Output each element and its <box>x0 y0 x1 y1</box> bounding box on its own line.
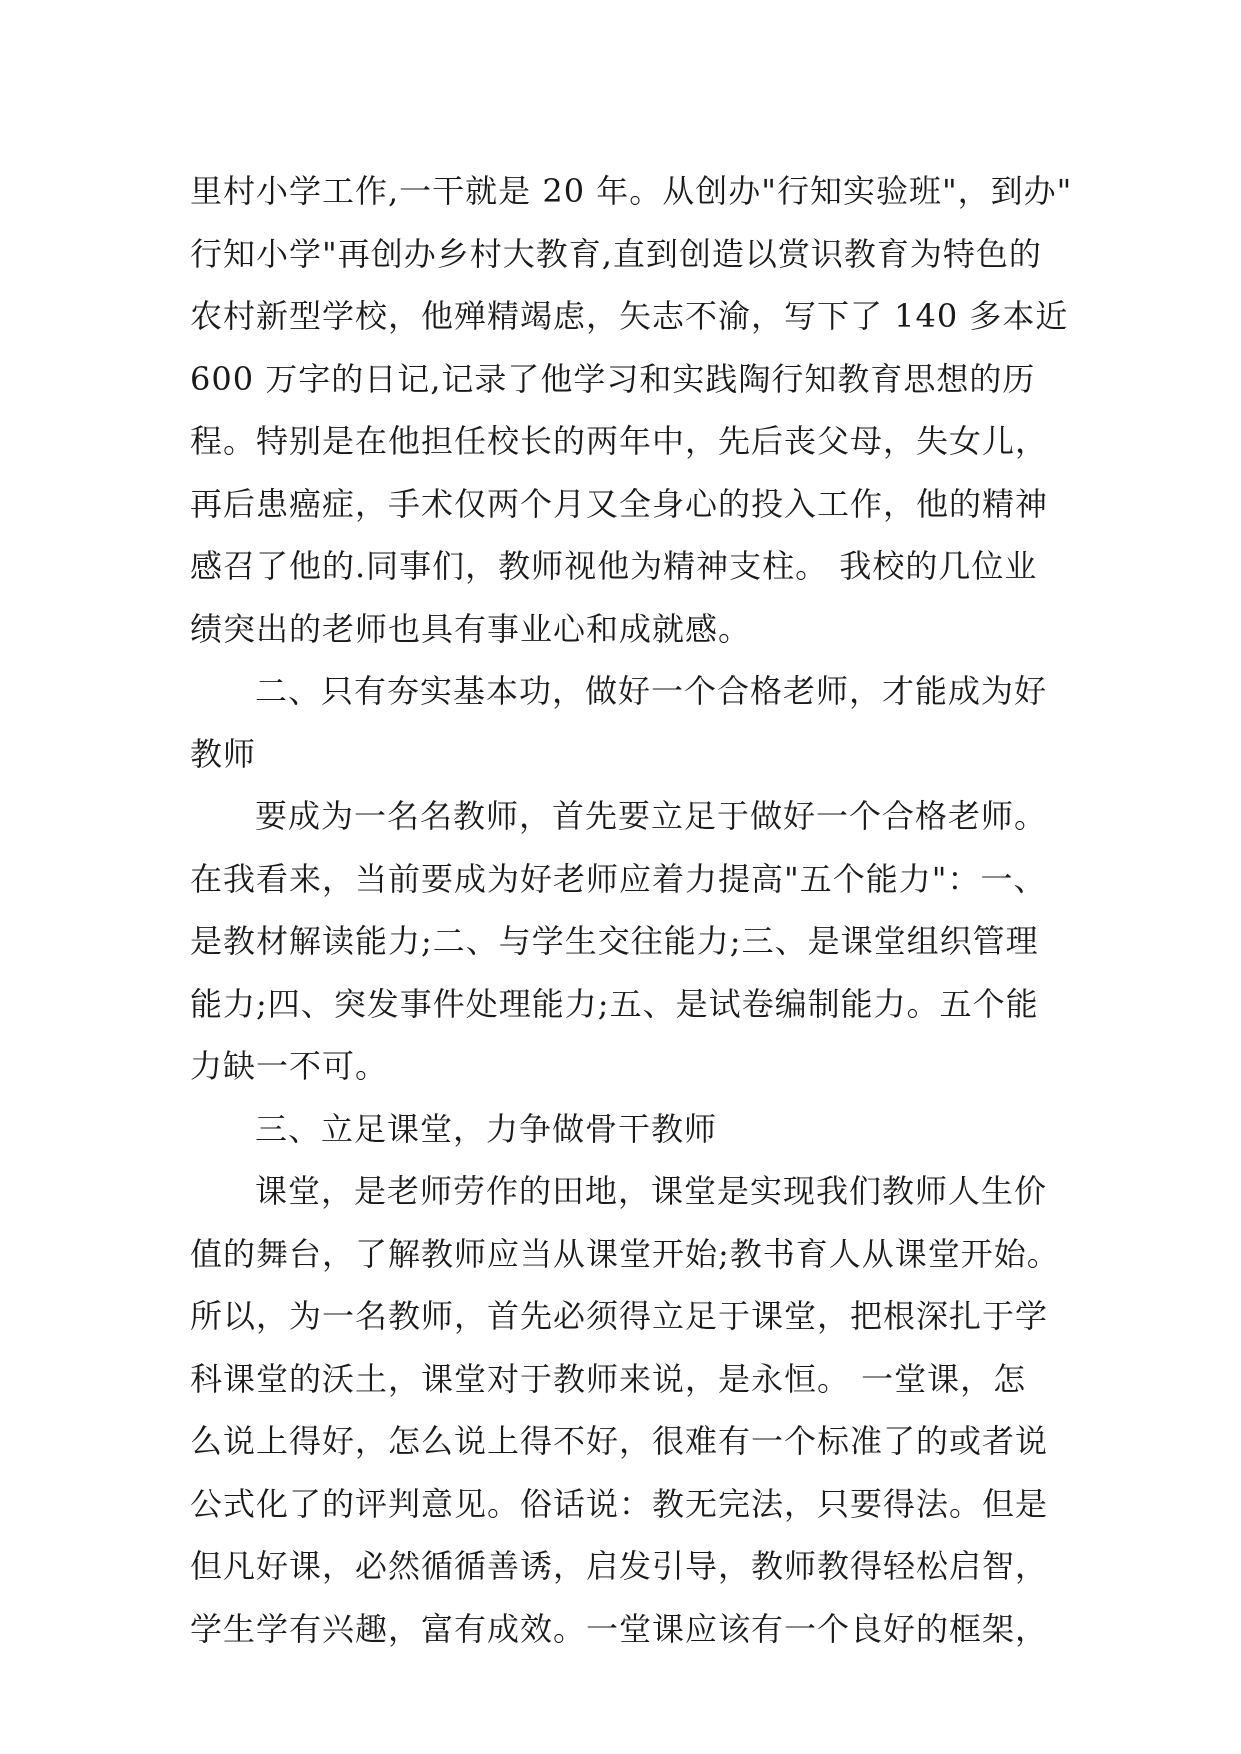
text-line: 所以，为一名教师，首先必须得立足于课堂，把根深扎于学 <box>190 1297 1049 1335</box>
text-line: 是教材解读能力;二、与学生交往能力;三、是课堂组织管理 <box>190 922 1039 960</box>
text-line: 感召了他的.同事们，教师视他为精神支柱。 我校的几位业 <box>190 547 1038 585</box>
text-line: 绩突出的老师也具有事业心和成就感。 <box>190 609 752 648</box>
text-line: 在我看来，当前要成为好老师应着力提高"五个能力"：一、 <box>190 859 1047 898</box>
text-line: 力缺一不可。 <box>190 1047 389 1085</box>
section-heading: 三、立足课堂，力争做骨干教师 <box>255 1109 718 1148</box>
text-line: 但凡好课，必然循循善诱，启发引导，教师教得轻松启智， <box>190 1547 1049 1585</box>
text-line: 公式化了的评判意见。俗话说：教无完法，只要得法。但是 <box>190 1484 1049 1523</box>
text-line: 值的舞台，了解教师应当从课堂开始;教书育人从课堂开始。 <box>190 1234 1060 1273</box>
text-line: 程。特别是在他担任校长的两年中，先后丧父母，失女儿， <box>190 422 1049 460</box>
text-line: 科课堂的沃土，课堂对于教师来说，是永恒。 一堂课，怎 <box>190 1359 1027 1398</box>
paragraph-start: 课堂，是老师劳作的田地，课堂是实现我们教师人生价 <box>255 1172 1048 1210</box>
document-body <box>190 160 1073 1660</box>
text-line: 么说上得好，怎么说上得不好，很难有一个标准了的或者说 <box>190 1422 1049 1460</box>
section-heading-continuation: 教师 <box>190 734 257 773</box>
paragraph-start: 要成为一名名教师，首先要立足于做好一个合格老师。 <box>255 797 1048 835</box>
text-line: 农村新型学校，他殚精竭虑，矢志不渝，写下了 140 多本近 <box>190 297 1069 335</box>
section-heading: 二、只有夯实基本功，做好一个合格老师，才能成为好 <box>255 672 1048 710</box>
text-line: 600 万字的日记,记录了他学习和实践陶行知教育思想的历 <box>190 359 1036 398</box>
text-line: 学生学有兴趣，富有成效。一堂课应该有一个良好的框架， <box>190 1609 1049 1648</box>
text-line: 能力;四、突发事件处理能力;五、是试卷编制能力。五个能 <box>190 984 1039 1023</box>
text-line: 行知小学"再创办乡村大教育,直到创造以赏识教育为特色的 <box>190 234 1042 273</box>
text-line: 里村小学工作,一干就是 20 年。从创办"行知实验班"，到办" <box>190 172 1073 210</box>
text-line: 再后患癌症，手术仅两个月又全身心的投入工作，他的精神 <box>190 484 1049 523</box>
